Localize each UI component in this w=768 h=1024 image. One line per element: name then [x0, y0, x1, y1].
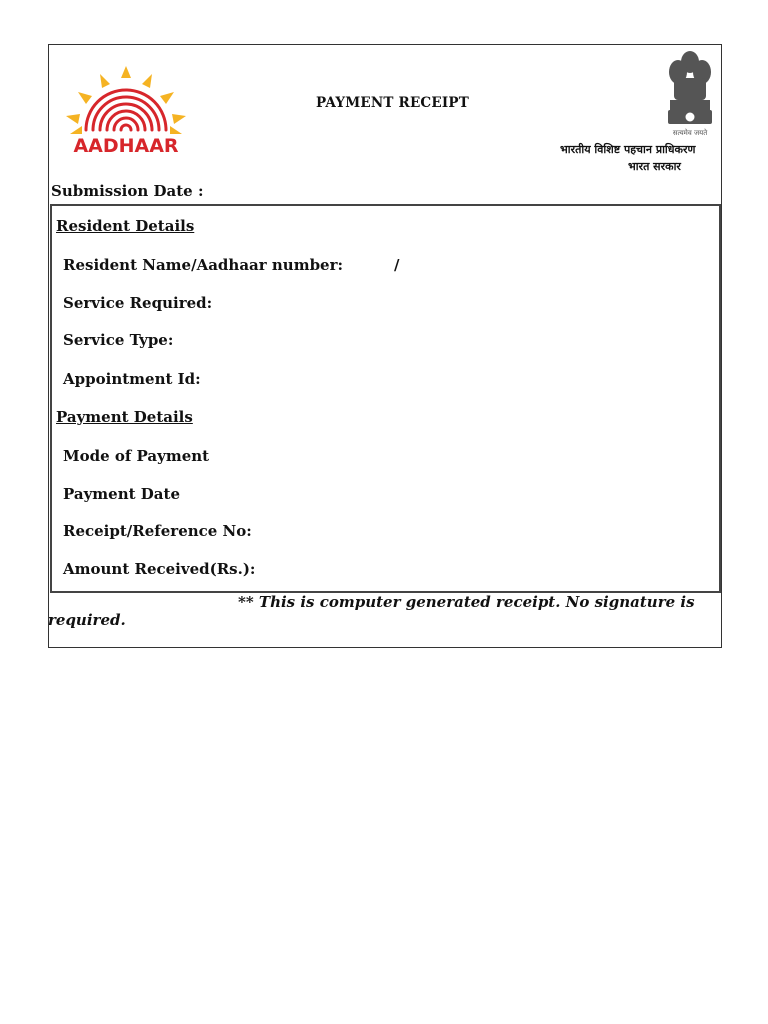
service-type-label: Service Type: [63, 331, 174, 349]
logo-text: AADHAAR [73, 135, 179, 157]
amount-received-label: Amount Received(Rs.): [63, 560, 256, 578]
mode-of-payment-label: Mode of Payment [63, 447, 210, 465]
payment-details-heading: Payment Details [56, 408, 193, 426]
submission-date-label: Submission Date : [51, 182, 204, 200]
national-emblem-icon [664, 48, 716, 140]
footer-note-line2: required. [48, 611, 126, 629]
fingerprint-icon [86, 90, 166, 130]
footer-note-line1: ** This is computer generated receipt. No signature is [238, 593, 695, 611]
payment-date-label: Payment Date [63, 485, 180, 503]
page-title: PAYMENT RECEIPT [316, 95, 469, 111]
service-required-label: Service Required: [63, 294, 213, 312]
emblem-motto: सत्यमेव जयते [672, 129, 708, 137]
appointment-id-label: Appointment Id: [63, 370, 201, 388]
authority-name: भारतीय विशिष्ट पहचान प्राधिकरण [560, 143, 696, 156]
government-name: भारत सरकार [628, 160, 681, 173]
aadhaar-logo [60, 64, 192, 160]
receipt-reference-label: Receipt/Reference No: [63, 522, 252, 540]
name-aadhaar-separator: / [394, 256, 400, 274]
resident-name-label: Resident Name/Aadhaar number: [63, 256, 344, 274]
resident-details-heading: Resident Details [56, 217, 195, 235]
